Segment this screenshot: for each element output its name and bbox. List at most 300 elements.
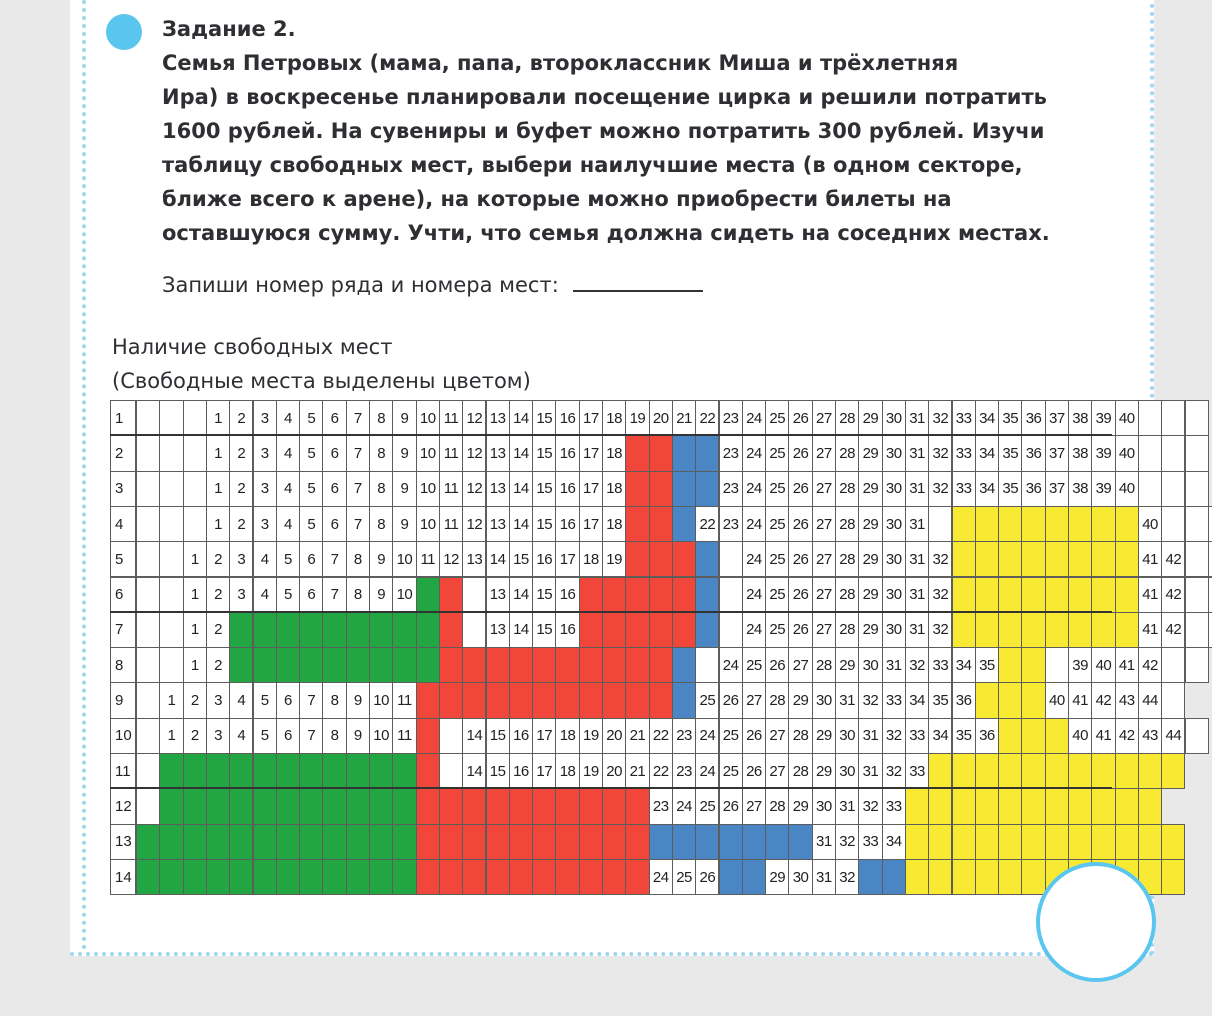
seat-number: 7 [322,577,346,613]
seat-number: 6 [276,682,300,718]
seat-number: 28 [812,647,836,683]
free-seat-yellow [1091,577,1115,613]
seat-number: 15 [486,753,510,789]
seat-number: 38 [1068,471,1092,507]
seat-number: 39 [1068,647,1092,683]
task-title: Задание 2. [162,17,296,41]
empty-cell [136,471,160,507]
seat-number: 14 [509,435,533,471]
seat-number: 16 [555,612,579,648]
empty-cell [183,400,207,436]
seat-number: 33 [905,718,929,754]
empty-cell [719,577,743,613]
free-seat-yellow [998,718,1022,754]
free-seat-green [369,612,393,648]
seat-number: 31 [905,435,929,471]
free-seat-blue [672,824,696,860]
seat-number: 12 [462,435,486,471]
seat-number: 26 [719,788,743,824]
free-seat-green [322,788,346,824]
task-line: ближе всего к арене), на которые можно приобрести билеты на [162,187,952,211]
free-seat-green [369,647,393,683]
free-seat-red [486,824,510,860]
free-seat-red [439,682,463,718]
free-seat-red [602,612,626,648]
free-seat-yellow [905,859,929,895]
free-seat-yellow [1115,541,1139,577]
empty-cell [1185,400,1209,436]
seat-number: 20 [602,718,626,754]
seat-number: 3 [253,506,277,542]
seat-number: 42 [1161,612,1185,648]
empty-cell [136,682,160,718]
seat-number: 41 [1138,577,1162,613]
free-seat-red [462,859,486,895]
seat-number: 1 [159,718,183,754]
seat-number: 6 [322,506,346,542]
seat-number: 23 [719,435,743,471]
free-seat-yellow [952,541,976,577]
seat-number: 23 [719,506,743,542]
empty-cell [462,577,486,613]
seat-number: 30 [882,435,906,471]
seat-number: 7 [299,718,323,754]
seat-number: 5 [276,541,300,577]
free-seat-yellow [928,859,952,895]
seat-number: 17 [579,400,603,436]
empty-cell [1161,506,1185,542]
seat-number: 32 [835,859,859,895]
free-seat-green [299,647,323,683]
free-seat-green [253,824,277,860]
seat-number: 6 [322,435,346,471]
seat-number: 27 [765,718,789,754]
free-seat-green [159,788,183,824]
free-seat-yellow [952,577,976,613]
seat-number: 16 [555,471,579,507]
seat-number: 32 [858,682,882,718]
empty-cell [136,718,160,754]
free-seat-blue [695,612,719,648]
empty-cell [159,506,183,542]
seat-number: 30 [835,718,859,754]
free-seat-red [625,682,649,718]
empty-cell [719,541,743,577]
row-label: 2 [110,435,136,471]
free-seat-green [346,753,370,789]
free-seat-red [555,788,579,824]
seat-number: 28 [835,506,859,542]
free-seat-red [439,647,463,683]
seat-number: 32 [882,753,906,789]
seat-number: 32 [928,435,952,471]
free-seat-green [276,788,300,824]
seat-number: 17 [579,471,603,507]
task-bullet-icon [106,14,142,50]
free-seat-yellow [998,577,1022,613]
seat-number: 7 [346,400,370,436]
free-seat-green [183,788,207,824]
seat-number: 26 [788,541,812,577]
free-seat-green [369,753,393,789]
free-seat-blue [719,824,743,860]
seat-number: 29 [858,541,882,577]
empty-cell [1185,435,1209,471]
seat-number: 13 [462,541,486,577]
empty-cell [136,788,160,824]
free-seat-green [276,824,300,860]
seat-number: 16 [509,718,533,754]
seat-number: 10 [392,541,416,577]
seat-number: 13 [486,577,510,613]
seat-number: 14 [486,541,510,577]
seat-number: 33 [952,435,976,471]
seat-number: 25 [695,788,719,824]
seat-number: 32 [858,788,882,824]
seat-number: 17 [555,541,579,577]
free-seat-red [416,788,440,824]
free-seat-yellow [905,788,929,824]
seat-number: 24 [742,471,766,507]
free-seat-green [229,824,253,860]
seat-number: 25 [765,400,789,436]
seat-number: 13 [486,435,510,471]
seat-number: 3 [253,471,277,507]
seat-number: 35 [928,682,952,718]
free-seat-green [392,647,416,683]
seat-number: 31 [835,682,859,718]
free-seat-green [276,612,300,648]
seat-number: 6 [299,577,323,613]
free-seat-red [555,647,579,683]
free-seat-red [416,753,440,789]
seat-number: 10 [416,506,440,542]
free-seat-blue [672,647,696,683]
seat-number: 27 [812,400,836,436]
seat-number: 32 [928,400,952,436]
free-seat-yellow [928,824,952,860]
seat-number: 3 [253,435,277,471]
empty-cell [1208,612,1212,648]
seat-number: 24 [742,612,766,648]
seat-number: 25 [742,647,766,683]
task-line: Ира) в воскресенье планировали посещение цирка и решили потратить [162,85,1047,109]
free-seat-yellow [975,753,999,789]
seat-number: 31 [858,718,882,754]
seat-number: 30 [882,541,906,577]
seat-number: 36 [1021,435,1045,471]
seat-number: 31 [882,647,906,683]
free-seat-yellow [1021,577,1045,613]
seat-number: 14 [509,400,533,436]
free-seat-green [416,647,440,683]
seat-number: 2 [229,506,253,542]
seat-number: 30 [835,753,859,789]
seat-number: 4 [276,506,300,542]
seat-number: 9 [369,577,393,613]
seat-number: 7 [346,435,370,471]
seat-number: 24 [649,859,673,895]
seat-number: 39 [1091,471,1115,507]
free-seat-green [369,859,393,895]
row-label: 10 [110,718,136,754]
row-label: 4 [110,506,136,542]
seat-number: 10 [369,718,393,754]
seat-number: 10 [369,682,393,718]
answer-prompt-label: Запиши номер ряда и номера мест: [162,273,566,297]
seat-number: 40 [1045,682,1069,718]
seat-number: 4 [276,400,300,436]
seat-number: 30 [812,788,836,824]
seat-number: 26 [765,647,789,683]
seat-number: 28 [835,541,859,577]
seat-number: 31 [835,788,859,824]
free-seat-green [206,824,230,860]
free-seat-yellow [1021,612,1045,648]
sector-divider-line [110,611,1112,613]
free-seat-red [579,788,603,824]
free-seat-yellow [1161,824,1185,860]
seat-number: 38 [1068,400,1092,436]
seat-number: 19 [579,753,603,789]
seat-number: 4 [276,471,300,507]
row-label: 13 [110,824,136,860]
seat-number: 6 [299,541,323,577]
seat-number: 40 [1138,506,1162,542]
free-seat-red [555,824,579,860]
seat-number: 31 [812,824,836,860]
free-seat-red [579,824,603,860]
seat-number: 42 [1091,682,1115,718]
seat-number: 2 [206,577,230,613]
free-seat-red [649,577,673,613]
free-seat-red [649,506,673,542]
free-seat-red [602,647,626,683]
seat-number: 23 [672,753,696,789]
free-seat-red [439,577,463,613]
seat-number: 24 [742,400,766,436]
seat-number: 5 [276,577,300,613]
seat-number: 25 [765,612,789,648]
seat-number: 6 [322,400,346,436]
sector-divider-line [110,434,1112,436]
row-label: 1 [110,400,136,436]
seat-number: 41 [1138,612,1162,648]
caption-line: Наличие свободных мест [112,335,393,359]
free-seat-yellow [975,682,999,718]
free-seat-green [276,647,300,683]
seat-number: 25 [719,753,743,789]
seat-number: 11 [416,541,440,577]
free-seat-yellow [975,506,999,542]
seat-number: 5 [253,682,277,718]
seat-number: 25 [695,682,719,718]
seat-number: 43 [1115,682,1139,718]
free-seat-red [625,506,649,542]
seat-number: 4 [276,435,300,471]
seat-number: 21 [672,400,696,436]
seat-number: 25 [765,577,789,613]
seat-number: 11 [392,718,416,754]
free-seat-red [649,541,673,577]
free-seat-yellow [1045,612,1069,648]
seat-number: 31 [905,506,929,542]
free-seat-green [253,753,277,789]
free-seat-yellow [1138,753,1162,789]
seat-number: 11 [439,435,463,471]
seat-number: 30 [858,647,882,683]
free-seat-green [392,788,416,824]
free-seat-blue [695,541,719,577]
free-seat-yellow [998,824,1022,860]
seat-number: 26 [788,471,812,507]
seat-number: 1 [183,612,207,648]
free-seat-blue [765,824,789,860]
seat-number: 24 [742,577,766,613]
free-seat-yellow [1021,541,1045,577]
empty-cell [1185,647,1209,683]
seat-number: 3 [229,577,253,613]
free-seat-blue [719,859,743,895]
free-seat-red [532,859,556,895]
seat-number: 17 [532,718,556,754]
free-seat-red [625,859,649,895]
free-seat-yellow [1068,753,1092,789]
free-seat-green [253,788,277,824]
seat-number: 27 [812,435,836,471]
free-seat-blue [672,682,696,718]
answer-blank[interactable] [573,272,703,292]
seat-number: 2 [206,612,230,648]
empty-cell [1161,435,1185,471]
seat-number: 41 [1068,682,1092,718]
empty-cell [1208,577,1212,613]
empty-cell [1138,435,1162,471]
seat-number: 33 [952,400,976,436]
seat-number: 29 [788,682,812,718]
seat-number: 9 [392,400,416,436]
free-seat-green [206,788,230,824]
free-seat-green [299,788,323,824]
free-seat-green [322,612,346,648]
empty-cell [136,400,160,436]
free-seat-yellow [998,859,1022,895]
seat-number: 23 [672,718,696,754]
free-seat-red [672,612,696,648]
empty-cell [1161,647,1185,683]
row-label: 14 [110,859,136,895]
seat-number: 3 [206,718,230,754]
seat-number: 33 [882,682,906,718]
seat-number: 43 [1138,718,1162,754]
seat-number: 32 [928,541,952,577]
free-seat-yellow [1045,824,1069,860]
task-line: таблицу свободных мест, выбери наилучшие места (в одном секторе, [162,153,1023,177]
seat-number: 41 [1138,541,1162,577]
seat-number: 40 [1115,400,1139,436]
seat-number: 8 [369,506,393,542]
free-seat-red [439,612,463,648]
page-corner-circle [1036,862,1156,982]
seat-number: 8 [322,682,346,718]
seat-number: 32 [928,612,952,648]
task-line: 1600 рублей. На сувениры и буфет можно потратить 300 рублей. Изучи [162,119,1045,143]
free-seat-red [532,647,556,683]
seat-number: 17 [579,435,603,471]
row-label: 12 [110,788,136,824]
free-seat-red [509,682,533,718]
seat-number: 21 [625,753,649,789]
seat-number: 29 [765,859,789,895]
free-seat-yellow [1068,824,1092,860]
free-seat-red [602,859,626,895]
free-seat-yellow [998,682,1022,718]
free-seat-yellow [1091,753,1115,789]
seat-number: 27 [812,541,836,577]
free-seat-yellow [1161,859,1185,895]
seat-number: 31 [812,859,836,895]
empty-cell [183,506,207,542]
seat-number: 28 [835,471,859,507]
free-seat-red [509,859,533,895]
free-seat-yellow [1045,506,1069,542]
seat-number: 26 [695,859,719,895]
free-seat-yellow [1138,824,1162,860]
free-seat-green [299,824,323,860]
free-seat-yellow [1045,541,1069,577]
free-seat-green [346,647,370,683]
free-seat-yellow [1068,577,1092,613]
free-seat-green [183,859,207,895]
seat-number: 7 [299,682,323,718]
seat-number: 29 [858,506,882,542]
seat-number: 4 [229,718,253,754]
seat-number: 16 [509,753,533,789]
seat-number: 1 [206,506,230,542]
free-seat-yellow [998,647,1022,683]
free-seat-red [579,647,603,683]
task-text [162,12,1092,250]
empty-cell [183,435,207,471]
seat-number: 24 [742,435,766,471]
seat-number: 23 [649,788,673,824]
row-label: 7 [110,612,136,648]
free-seat-red [649,435,673,471]
seat-number: 9 [369,541,393,577]
seat-number: 37 [1045,400,1069,436]
seat-number: 5 [299,506,323,542]
free-seat-blue [695,824,719,860]
free-seat-yellow [1091,612,1115,648]
free-seat-red [509,788,533,824]
seat-number: 15 [532,577,556,613]
free-seat-yellow [905,824,929,860]
empty-cell [136,753,160,789]
seat-number: 13 [486,506,510,542]
free-seat-yellow [1115,824,1139,860]
seat-number: 13 [486,471,510,507]
seat-number: 27 [812,471,836,507]
free-seat-yellow [1068,612,1092,648]
free-seat-green [299,612,323,648]
seat-number: 1 [183,577,207,613]
seat-number: 31 [905,471,929,507]
free-seat-green [346,859,370,895]
seat-number: 33 [882,788,906,824]
seat-number: 25 [672,859,696,895]
seat-number: 26 [742,753,766,789]
seat-number: 2 [229,435,253,471]
